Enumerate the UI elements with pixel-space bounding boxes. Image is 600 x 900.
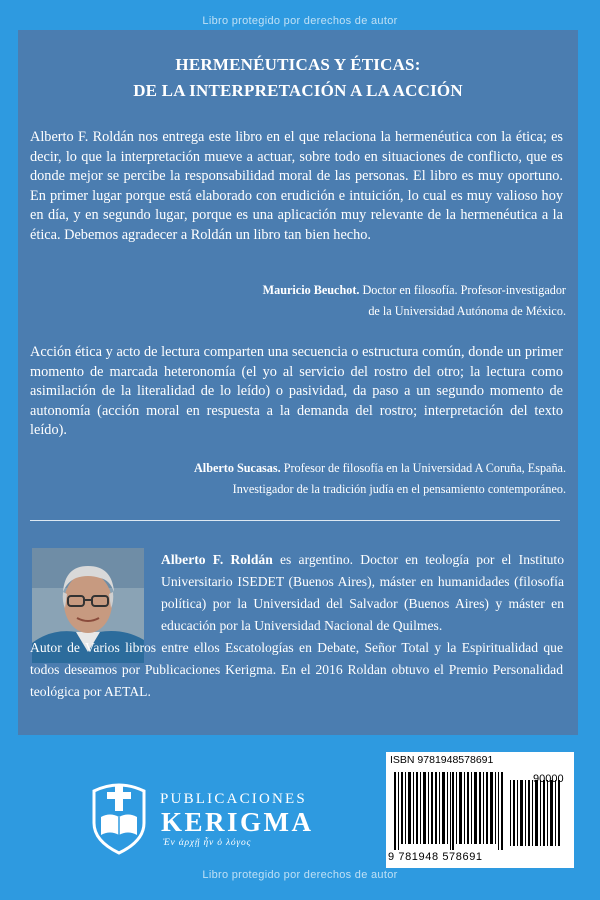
reviewer-affiliation: Investigador de la tradición judía en el pensamiento contemporáneo.	[232, 482, 566, 496]
isbn-barcode	[386, 752, 574, 868]
book-title	[18, 52, 578, 104]
author-bio	[161, 549, 564, 637]
review-sucasas: Acción ética y acto de lectura comparten una secuencia o estructura común, donde un primer momento de marcada heteronomía (el yo al servicio del rostro del otro; la lectura como asimilación de la literalidad de lo leído) o pasividad, da paso a un segundo momento de autonomía (acción moral en respuesta a la demanda del rostro; interpretación del texto leído).	[30, 344, 563, 439]
title-line-2: DE LA INTERPRETACIÓN A LA ACCIÓN	[133, 81, 463, 100]
publisher-logo	[88, 777, 378, 857]
title-line-1: HERMENÉUTICAS Y ÉTICAS:	[175, 55, 421, 74]
reviewer-name: Alberto Sucasas.	[194, 461, 281, 475]
review-beuchot-attribution	[46, 280, 566, 322]
price-code: 90000	[533, 773, 564, 785]
publisher-name-main: KERIGMA	[161, 807, 314, 837]
divider	[30, 520, 560, 521]
back-cover-text-panel	[18, 30, 578, 735]
isbn-label: ISBN 9781948578691	[390, 754, 494, 766]
review-beuchot: Alberto F. Roldán nos entrega este libro en el que relaciona la hermenéutica con la ética; es decir, lo que la interpretación mueve a actuar, sobre todo en situaciones de conflicto, que es donde mejor se percibe la responsabilidad moral de las personas. El libro es muy oportuno. En primer lugar porque está elaborado con erudición e intuición, lo cual es muy valioso hoy en día, y en segundo lugar, porque es una aplicación muy relevante de la hermenéutica a la ética. Debemos agradecer a Roldán un libro tan bien hecho.	[30, 129, 563, 243]
bible-cross-shield-icon	[88, 777, 150, 855]
author-bio-text: es argentino. Doctor en teología por el Instituto Universitario ISEDET (Buenos Aires), máster en humanidades (filosofía política) por la Universidad del Salvador (Buenos Aires) y máster en educación por la Universidad Nacional de Quilmes.	[161, 552, 564, 633]
copyright-watermark-bottom: Libro protegido por derechos de autor	[202, 869, 398, 881]
reviewer-role: Doctor en filosofía. Profesor-investigador	[359, 283, 566, 297]
reviewer-affiliation: de la Universidad Autónoma de México.	[368, 304, 566, 318]
publisher-motto: Ἐν ἀρχῇ ἦν ὁ λόγος	[163, 838, 252, 848]
barcode-digits: 9 781948 578691	[388, 851, 483, 863]
reviewer-name: Mauricio Beuchot.	[262, 283, 360, 297]
author-name: Alberto F. Roldán	[161, 552, 273, 567]
copyright-watermark-top: Libro protegido por derechos de autor	[202, 15, 398, 27]
review-sucasas-attribution	[46, 458, 566, 500]
publisher-name-top: PUBLICACIONES	[160, 791, 307, 807]
reviewer-role: Profesor de filosofía en la Universidad A Coruña, España.	[280, 461, 566, 475]
author-bio-continued: Autor de Varios libros entre ellos Escatologías en Debate, Señor Total y la Espiritualidad que todos deseamos por Publicaciones Kerigma. En el 2016 Roldan obtuvo el Premio Personalidad teológica por AETAL.	[30, 640, 563, 699]
